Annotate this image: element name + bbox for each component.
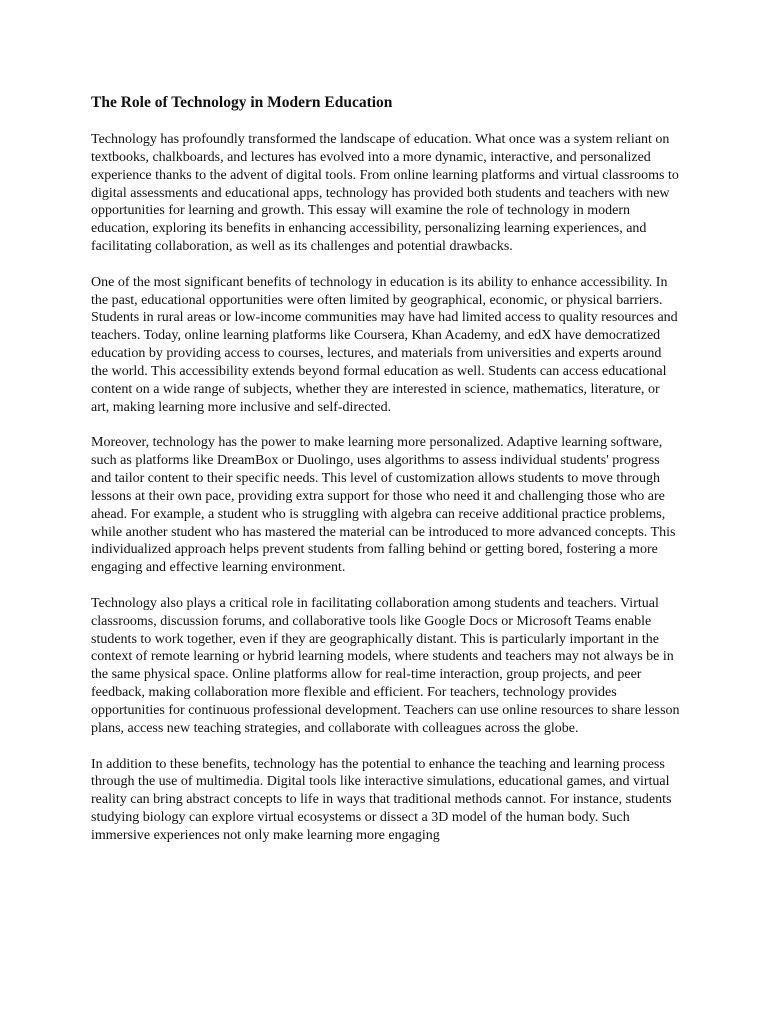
paragraph-multimedia: In addition to these benefits, technology has the potential to enhance the teaching and learning process through the use of multimedia. Digital tools like interactive simulations, educational games, and virtual reality can bring abstract concepts to life in ways that traditional methods cannot. For instance, students studying biology can explore virtual ecosystems or dissect a 3D model of the human body. Such immersive experiences not only make learning more engaging (91, 756, 672, 843)
paragraph-personalization: Moreover, technology has the power to make learning more personalized. Adaptive learning software, such as platforms like DreamBox or Duolingo, uses algorithms to assess individual students' progress and tailor content to their specific needs. This level of customization allows students to move through lessons at their own pace, providing extra support for those who need it and challenging those who are ahead. For example, a student who is struggling with algebra can receive additional practice problems, while another student who has mastered the material can be introduced to more advanced concepts. This individualized approach helps prevent students from falling behind or getting bored, fostering a more engaging and effective learning environment. (91, 435, 676, 576)
document-title: The Role of Technology in Modern Education (91, 94, 393, 111)
paragraph-introduction: Technology has profoundly transformed the landscape of education. What once was a system reliant on textbooks, chalkboards, and lectures has evolved into a more dynamic, interactive, and personalized experience thanks to the advent of digital tools. From online learning platforms and virtual classrooms to digital assessments and educational apps, technology has provided both students and teachers with new opportunities for learning and growth. This essay will examine the role of technology in modern education, exploring its benefits in enhancing accessibility, personalizing learning experiences, and facilitating collaboration, as well as its challenges and potential drawbacks. (91, 132, 679, 255)
paragraph-collaboration: Technology also plays a critical role in facilitating collaboration among students and teachers. Virtual classrooms, discussion forums, and collaborative tools like Google Docs or Microsoft Teams enable students to work together, even if they are geographically distant. This is particularly important in the context of remote learning or hybrid learning models, where students and teachers may not always be in the same physical space. Online platforms allow for real-time interaction, group projects, and peer feedback, making collaboration more flexible and efficient. For teachers, technology provides opportunities for continuous professional development. Teachers can use online resources to share lesson plans, access new teaching strategies, and collaborate with colleagues across the globe. (91, 595, 680, 736)
paragraph-accessibility: One of the most significant benefits of technology in education is its ability to enhance accessibility. In the past, educational opportunities were often limited by geographical, economic, or physical barriers. Students in rural areas or low-income communities may have had limited access to quality resources and teachers. Today, online learning platforms like Coursera, Khan Academy, and edX have democratized education by providing access to courses, lectures, and materials from universities and experts around the world. This accessibility extends beyond formal education as well. Students can access educational content on a wide range of subjects, whether they are interested in science, mathematics, literature, or art, making learning more inclusive and self-directed. (91, 274, 678, 415)
document-body (91, 93, 681, 863)
